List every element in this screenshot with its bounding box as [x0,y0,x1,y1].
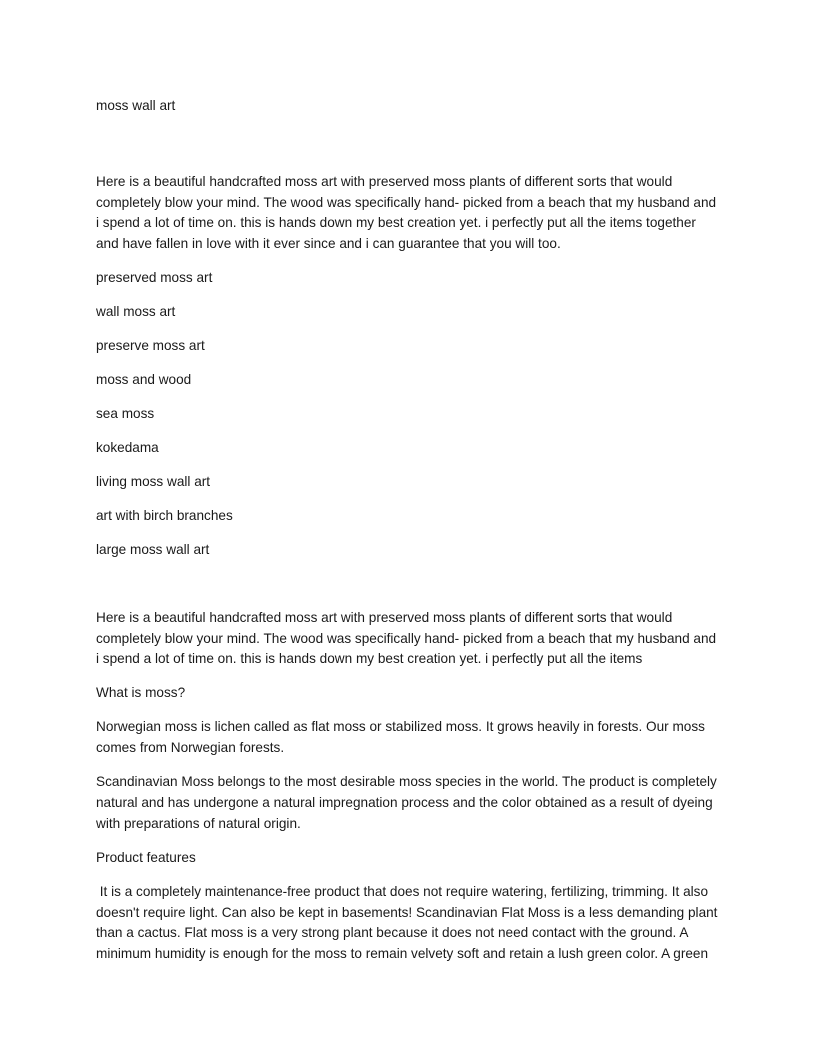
heading-product-features: Product features [96,849,196,865]
intro-repeat-paragraph: Here is a beautiful handcrafted moss art with preserved moss plants of different sorts that would completely blow your mind. The wood was specifically hand- picked from a beach that my husband and i spend a lot of time on. this is hands down my best creation yet. i perfectly put all the items [96,609,720,667]
document-title: moss wall art [96,98,176,113]
keyword-line: preserved moss art [96,270,213,286]
keyword-line: art with birch branches [96,508,233,524]
product-features-paragraph: It is a completely maintenance-free product that does not require watering, fertilizing, trimming. It also doesn't require light. Can also be kept in basements! Scandinavian Flat Moss is a less demanding plant than a cactus. Flat moss is a very strong plant because it does not need contact with the ground. A minimum humidity is enough for the moss to remain velvety soft and retain a lush green color. A green [96,883,722,962]
norwegian-moss-paragraph: Norwegian moss is lichen called as flat moss or stabilized moss. It grows heavily in forests. Our moss comes from Norwegian forests. [96,719,709,756]
keyword-line: wall moss art [96,304,176,320]
intro-paragraph: Here is a beautiful handcrafted moss art with preserved moss plants of different sorts that would completely blow your mind. The wood was specifically hand- picked from a beach that my husband and i spend a lot of time on. this is hands down my best creation yet. i perfectly put all the items together and have fallen in love with it ever since and i can guarantee that you will too. [96,173,720,252]
keyword-line: kokedama [96,440,159,456]
keyword-line: moss and wood [96,372,192,388]
keyword-line: living moss wall art [96,474,211,490]
scandinavian-moss-paragraph: Scandinavian Moss belongs to the most desirable moss species in the world. The product is completely natural and has undergone a natural impregnation process and the color obtained as a result of dyeing with preparations of natural origin. [96,774,721,831]
keyword-line: sea moss [96,406,155,422]
keyword-line: preserve moss art [96,338,205,354]
keyword-line: large moss wall art [96,542,210,558]
heading-what-is-moss: What is moss? [96,685,186,701]
document-page [96,96,720,978]
